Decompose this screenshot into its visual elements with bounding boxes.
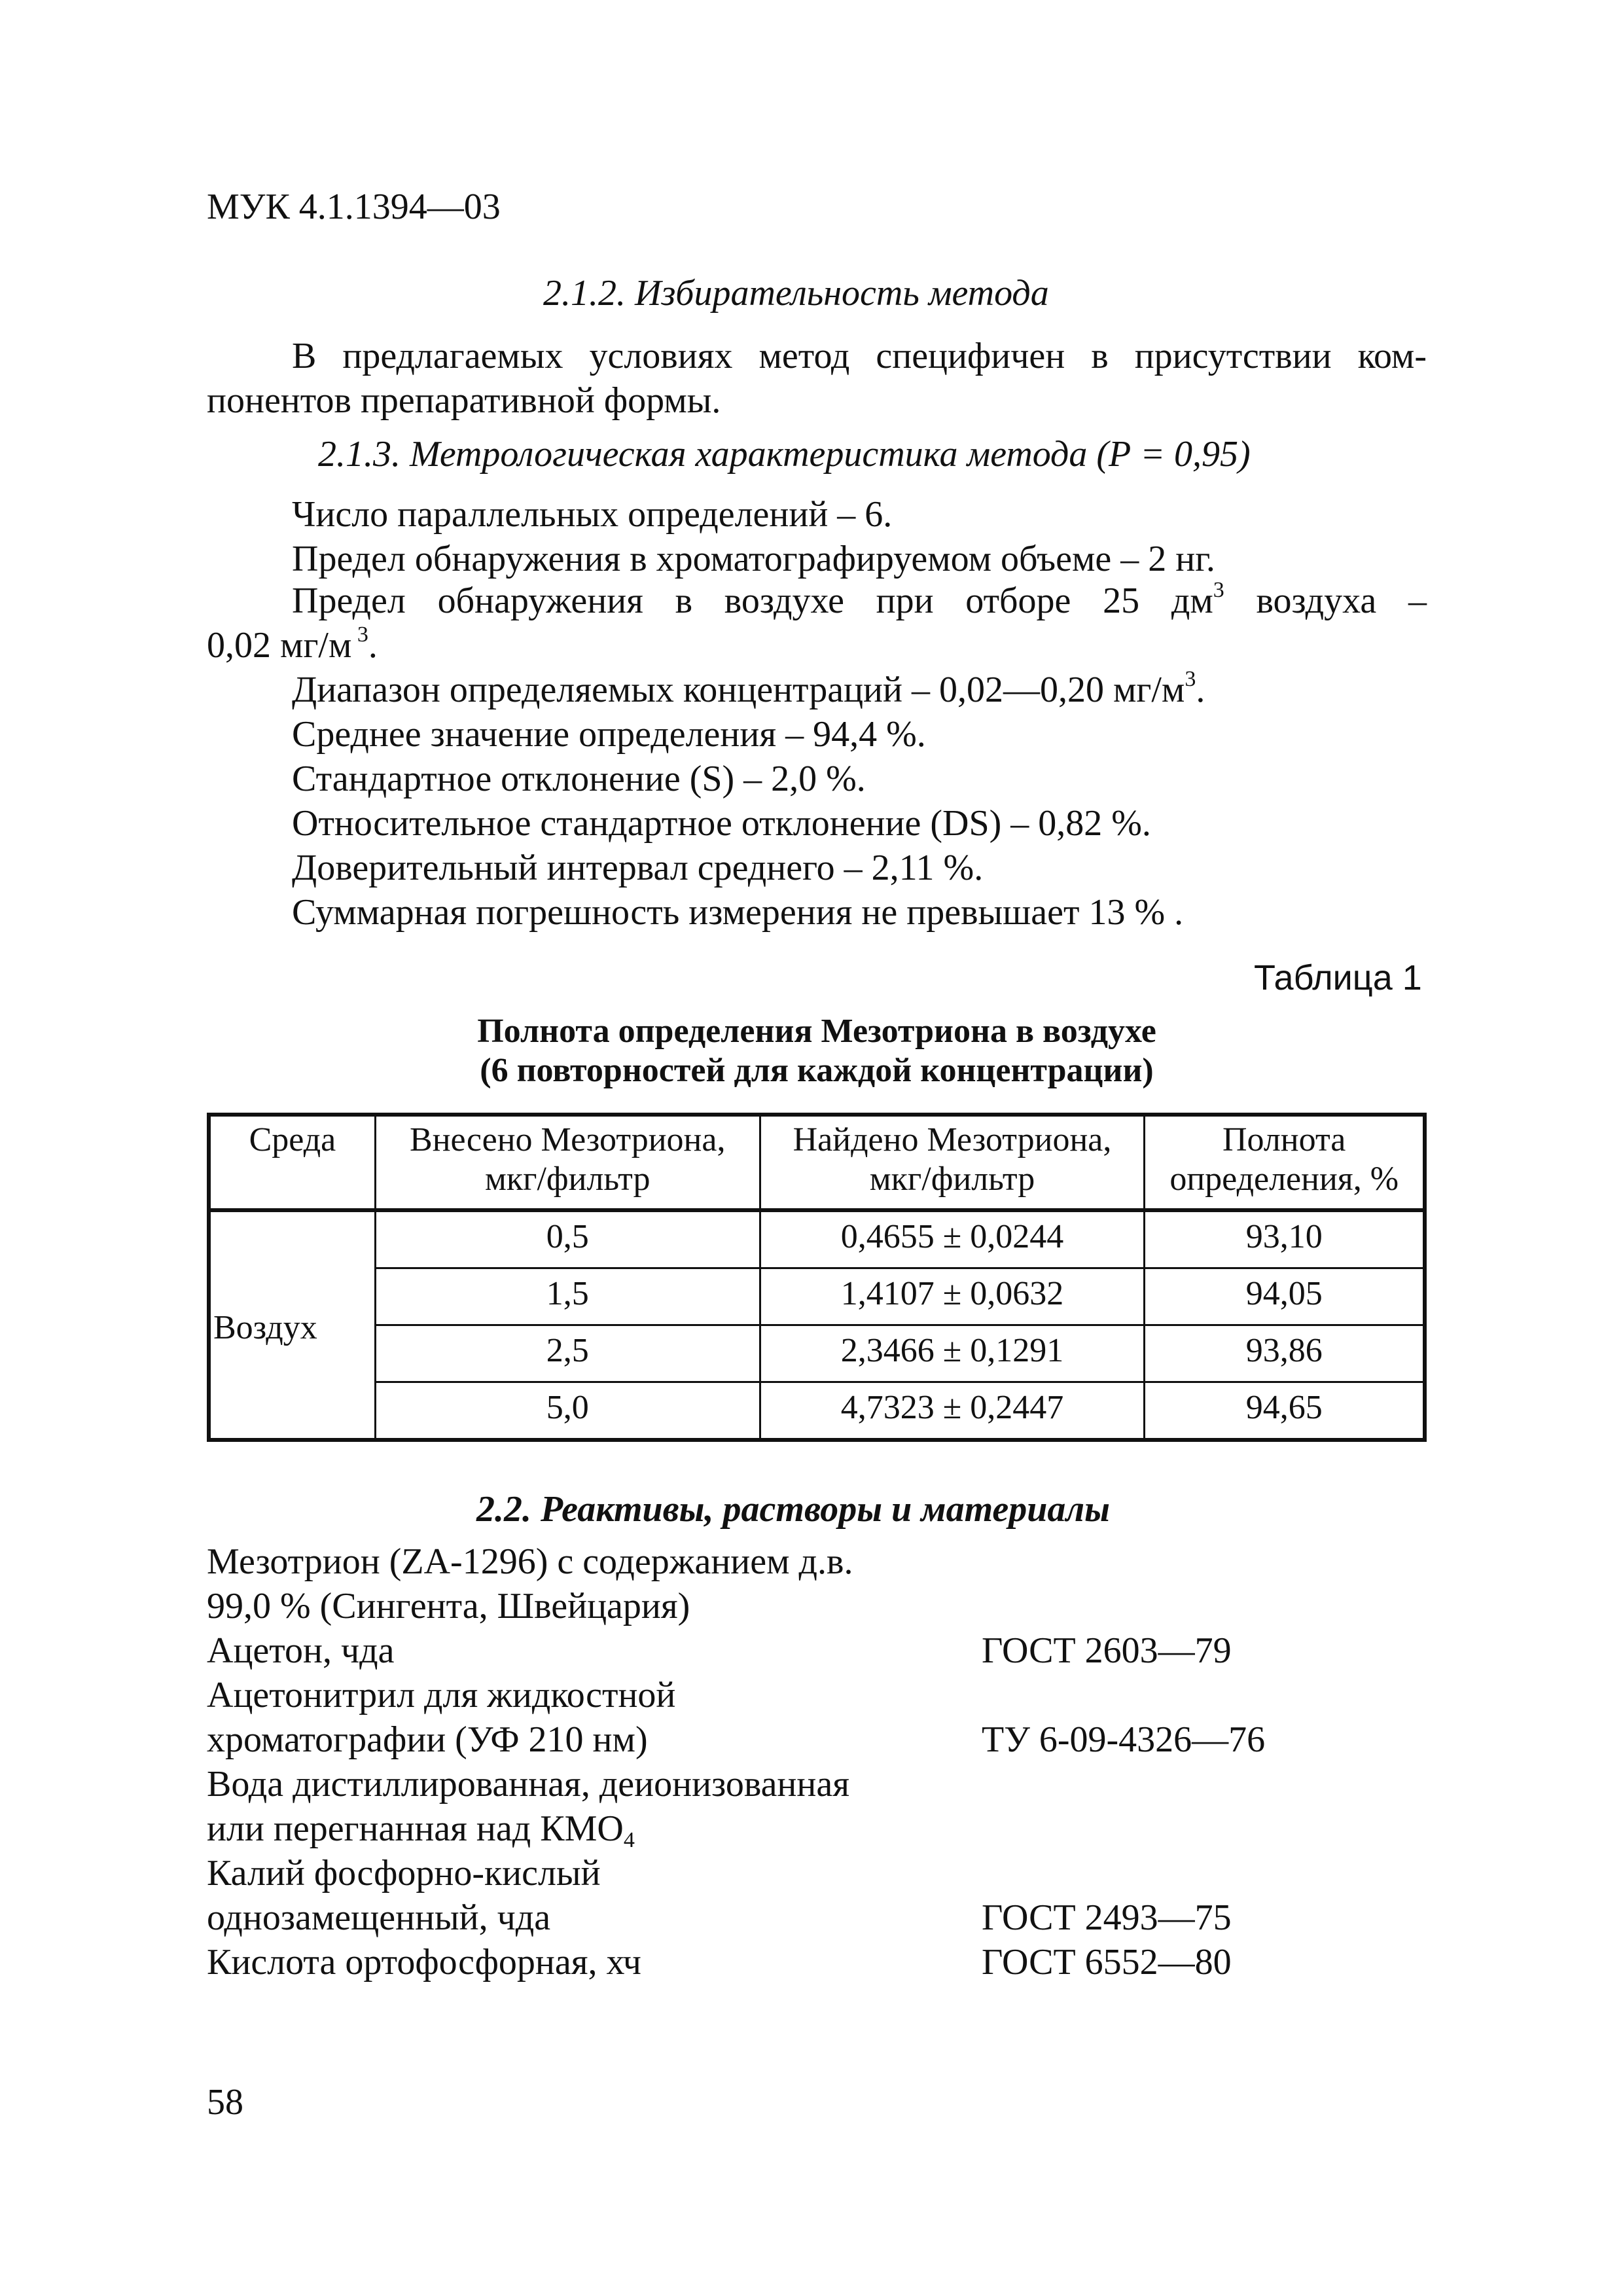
table-title: Полнота определения Мезотриона в воздухе [477, 1013, 1156, 1050]
header-label: Среда [249, 1121, 336, 1158]
cell-added: 1,5 [375, 1268, 760, 1325]
metrology-item: Стандартное отклонение (S) – 2,0 %. [292, 759, 866, 799]
cell-medium: Воздух [209, 1210, 375, 1440]
reagent-line: 99,0 % (Сингента, Швейцария) [207, 1586, 690, 1626]
page-number: 58 [207, 2082, 243, 2123]
header-label: Полнота [1222, 1121, 1346, 1158]
selectivity-text-line-1: В предлагаемых условиях метод специфичен в присутствии ком- [292, 336, 1427, 376]
cell-recovery: 94,65 [1145, 1382, 1425, 1441]
superscript-3: 3 [351, 622, 368, 647]
header-cell-recovery [1145, 1115, 1425, 1210]
metrology-item: Число параллельных определений – 6. [292, 494, 893, 535]
metrology-item-detection-value [207, 623, 378, 668]
reagent-line: Вода дистиллированная, деионизованная [207, 1764, 849, 1804]
header-unit: мкг/фильтр [484, 1160, 651, 1198]
reagent-line: однозамещенный, чда [207, 1897, 551, 1938]
subscript-4: 4 [623, 1828, 635, 1852]
header-unit: определения, % [1169, 1160, 1399, 1198]
document-header: МУК 4.1.1394—03 [207, 187, 501, 227]
metrology-item: Среднее значение определения – 94,4 %. [292, 714, 926, 755]
cell-found: 0,4655 ± 0,0244 [760, 1210, 1145, 1268]
reagent-standard: ГОСТ 2493—75 [982, 1897, 1232, 1938]
header-cell-added [375, 1115, 760, 1210]
metrology-item: Доверительный интервал среднего – 2,11 %. [292, 848, 984, 888]
metrology-item: Относительное стандартное отклонение (DS) – 0,82 %. [292, 803, 1151, 844]
table-label: Таблица 1 [1254, 958, 1422, 997]
reagent-standard: ГОСТ 6552—80 [982, 1942, 1232, 1982]
reagent-line: Ацетон, чда [207, 1630, 395, 1671]
cell-recovery: 94,05 [1145, 1268, 1425, 1325]
cell-recovery: 93,86 [1145, 1325, 1425, 1382]
metrology-text: Предел обнаружения в воздухе при отборе 25 дм [292, 581, 1213, 621]
metrology-text: 0,02 мг/м [207, 625, 352, 666]
cell-added: 0,5 [375, 1210, 760, 1268]
section-title-2-1-2: 2.1.2. Избирательность метода [543, 273, 1049, 314]
reagent-line: Кислота ортофосфорная, хч [207, 1942, 641, 1982]
metrology-item: Предел обнаружения в хроматографируемом объеме – 2 нг. [292, 539, 1215, 579]
reagent-text: или перегнанная над КМО [207, 1808, 624, 1849]
reagent-standard: ТУ 6-09-4326—76 [982, 1719, 1266, 1760]
header-cell-found [760, 1115, 1145, 1210]
table-header-row [209, 1115, 1425, 1210]
metrology-text: воздуха – [1256, 581, 1427, 621]
metrology-text: Диапазон определяемых концентраций – 0,02—0,20 мг/м [292, 670, 1185, 710]
recovery-table [207, 1113, 1427, 1442]
table-row [209, 1325, 1425, 1382]
table-row [209, 1382, 1425, 1441]
table-row [209, 1210, 1425, 1268]
table-row [209, 1268, 1425, 1325]
cell-found: 2,3466 ± 0,1291 [760, 1325, 1145, 1382]
table-subtitle: (6 повторностей для каждой концентрации) [480, 1052, 1154, 1089]
reagent-line-kmo4 [207, 1806, 635, 1851]
cell-added: 5,0 [375, 1382, 760, 1441]
superscript-3: 3 [1185, 667, 1196, 691]
metrology-item: Суммарная погрешность измерения не превышает 13 % . [292, 892, 1184, 933]
header-label: Внесено Мезотриона, [410, 1121, 726, 1158]
metrology-item-range [292, 668, 1205, 712]
period: . [1196, 670, 1205, 710]
header-cell-medium [209, 1115, 375, 1210]
section-title-2-2: 2.2. Реактивы, растворы и материалы [476, 1489, 1110, 1530]
reagent-line: хроматографии (УФ 210 нм) [207, 1719, 648, 1760]
reagent-standard: ГОСТ 2603—79 [982, 1630, 1232, 1671]
reagent-line: Мезотрион (ZA-1296) с содержанием д.в. [207, 1541, 853, 1582]
cell-recovery: 93,10 [1145, 1210, 1425, 1268]
cell-found: 1,4107 ± 0,0632 [760, 1268, 1145, 1325]
header-unit: мкг/фильтр [869, 1160, 1035, 1198]
superscript-3: 3 [1213, 578, 1224, 602]
reagent-line: Ацетонитрил для жидкостной [207, 1675, 676, 1715]
metrology-item-detection-air [292, 579, 1427, 623]
cell-added: 2,5 [375, 1325, 760, 1382]
period: . [368, 625, 378, 666]
header-label: Найдено Мезотриона, [793, 1121, 1112, 1158]
selectivity-text-line-2: понентов препаративной формы. [207, 380, 721, 421]
reagent-line: Калий фосфорно-кислый [207, 1853, 601, 1893]
cell-found: 4,7323 ± 0,2447 [760, 1382, 1145, 1441]
section-title-2-1-3: 2.1.3. Метрологическая характеристика метода (Р = 0,95) [318, 434, 1251, 475]
